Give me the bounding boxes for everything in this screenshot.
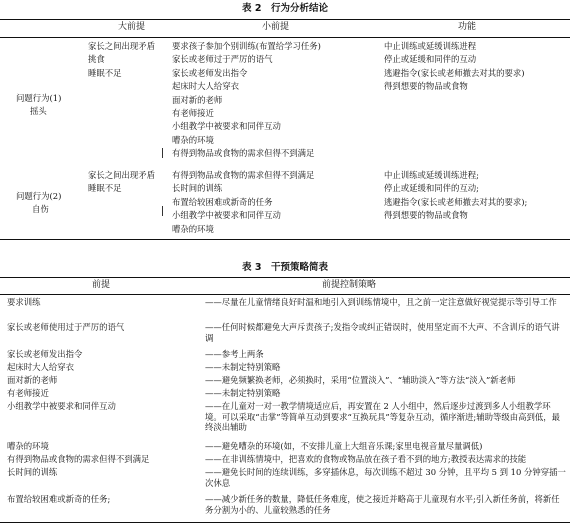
- table2-row1-function: 逃避指令(家长或老师撤去对其的要求): [384, 67, 525, 78]
- table2-row2-sub: 布置给较困难或新奇的任务: [172, 196, 273, 207]
- table2-row2-sub: 长时间的训练: [172, 183, 223, 194]
- table2-row2-function: 停止或延缓和同伴的互动;: [384, 183, 479, 194]
- table2-row2-sub: 小组教学中被要求和同伴互动: [172, 210, 281, 221]
- table2-row1-sub: 家长或老师发出指令: [172, 67, 248, 78]
- table3-bottom-rule: [0, 522, 570, 523]
- table2-row1-sub: 嘈杂的环境: [172, 134, 214, 145]
- table3-antecedent: 布置给较困难或新奇的任务;: [7, 494, 111, 504]
- table2-row1-sub: 有得到物品或食物的需求但得不到满足: [172, 148, 315, 159]
- table3-antecedent: 家长或老师发出指令: [7, 349, 83, 359]
- table3-antecedent: 长时间的训练: [7, 467, 58, 477]
- table2-row1-label-line1: 问题行为(1): [16, 93, 62, 103]
- table3-antecedent: 嘈杂的环境: [7, 441, 49, 451]
- table2-row1-functions: [384, 40, 525, 94]
- table2-row1-antecedent: 挑食: [88, 54, 105, 65]
- table2-row2-antecedent: 家长之间出现矛盾: [88, 170, 155, 180]
- table3-strategy: ——避免频繁换老师，必须换时，采用“位置淡入”、“辅助淡入”等方法“淡入”新老师: [205, 375, 516, 385]
- table2-row1-function: 得到想要的物品或食物: [384, 81, 468, 92]
- table2-bottom-rule: [0, 239, 570, 240]
- table2-header-antecedent: 大前提: [118, 22, 146, 32]
- table2-row2-label-line2: 自伤: [32, 204, 49, 214]
- table2-header-function: 功能: [458, 22, 477, 32]
- table3-header-rule: [0, 294, 570, 295]
- table3-antecedent: 小组教学中被要求和同伴互动: [7, 401, 116, 411]
- table2-row1-sub: 要求孩子参加个别训练(布置给学习任务): [172, 41, 321, 51]
- table3-strategy: ——任何时候都避免大声斥责孩子;发指令或纠正错误时，使用坚定而不大声、不含训斥的语气讲调: [205, 322, 560, 343]
- table2-header-sub: 小前提: [262, 22, 290, 32]
- table3-caption: 表 3 干预策略简表: [242, 262, 328, 273]
- table2-row1-sub: 有老师接近: [172, 107, 214, 118]
- table3-antecedent: 有得到物品或食物的需求但得不到满足: [7, 454, 150, 464]
- table2-row1-function: 停止或延缓和同伴的互动: [384, 54, 477, 65]
- table3-top-rule: [0, 277, 570, 278]
- table3-strategy: ——未制定特别策略: [205, 388, 281, 398]
- table2-row2-function: 中止训练或延缓训练进程;: [384, 170, 479, 180]
- table2-row1-antecedents: [88, 40, 155, 80]
- table2-row1-antecedent: 睡眠不足: [88, 67, 122, 78]
- table2-caption: 表 2 行为分析结论: [242, 3, 328, 14]
- table3-strategy: ——在非训练情境中，把喜欢的食物或物品放在孩子看不到的地方;教授表达需求的技能: [205, 454, 527, 464]
- table2-row1-sub: 面对新的老师: [172, 94, 223, 105]
- table3-header-antecedent: 前提: [92, 280, 111, 290]
- table3-antecedent: 家长或老师使用过于严厉的语气: [7, 322, 125, 332]
- table2-row1-label-line2: 摇头: [30, 106, 47, 116]
- table3-strategy: ——避免长时间的连续训练，多穿插休息，每次训练不超过 30 分钟，且平均 5 到 10 分钟穿插一次休息: [205, 467, 566, 488]
- table2-row2-antecedents: [88, 169, 155, 196]
- table3-strategy: ——避免嘈杂的环境(如，不安排儿童上大组音乐课;家里电视音量尽量调低): [205, 441, 483, 451]
- table2-row1-sub: 起床时大人给穿衣: [172, 81, 239, 92]
- table2-row1-brace-mark: [162, 148, 163, 158]
- table2-row1-antecedent: 家长之间出现矛盾: [88, 41, 155, 51]
- table3-strategy: ——尽量在儿童情绪良好时温和地引入到训练情境中，且之前一定注意做好视觉提示等引导工作: [205, 297, 557, 307]
- table3-strategy: ——未制定特别策略: [205, 362, 281, 372]
- table3-strategy: ——减少新任务的数量，降低任务难度，使之接近并略高于儿童现有水平;引入新任务前，将新任务分割为小的、儿童较熟悉的任务: [205, 494, 560, 515]
- table2-row2-brace-mark: [162, 206, 163, 216]
- table2-row1-sub: 家长或老师过于严厉的语气: [172, 54, 273, 65]
- table2-row2-sub: 嘈杂的环境: [172, 223, 214, 234]
- table2-row2-function: 得到想要的物品或食物: [384, 210, 468, 221]
- table2-row1-sub: 小组教学中被要求和同伴互动: [172, 121, 281, 132]
- table2-top-rule: [0, 19, 570, 20]
- table2-row2-label-line1: 问题行为(2): [16, 191, 62, 201]
- table3-antecedent: 起床时大人给穿衣: [7, 362, 74, 372]
- table2-row1-subs: [172, 40, 321, 161]
- table3-strategy: ——参考上两条: [205, 349, 264, 359]
- table3-antecedent: 要求训练: [7, 297, 41, 307]
- table2-row1-function: 中止训练或延缓训练进程: [384, 41, 477, 51]
- table2-header-rule: [0, 37, 570, 38]
- table2-row2-subs: [172, 169, 314, 236]
- table2-row2-functions: [384, 169, 527, 223]
- table3-antecedent: 面对新的老师: [7, 375, 58, 385]
- table3-antecedent: 有老师接近: [7, 388, 49, 398]
- table3-strategy: ——在儿童对一对一教学情境适应后，再安置在 2 人小组中，然后逐步过渡到多人小组教学环境。可以采取“击掌”等简单互动到要求“互换玩具”等复杂互动，循序渐进;辅助等级由高到低，最终淡出辅助: [205, 401, 560, 432]
- table3-header-strategy: 前提控制策略: [322, 280, 377, 290]
- table2-row2-sub: 有得到物品或食物的需求但得不到满足: [172, 170, 315, 180]
- table2-row2-function: 逃避指令(家长或老师撤去对其的要求);: [384, 196, 528, 207]
- table2-row2-antecedent: 睡眠不足: [88, 183, 122, 194]
